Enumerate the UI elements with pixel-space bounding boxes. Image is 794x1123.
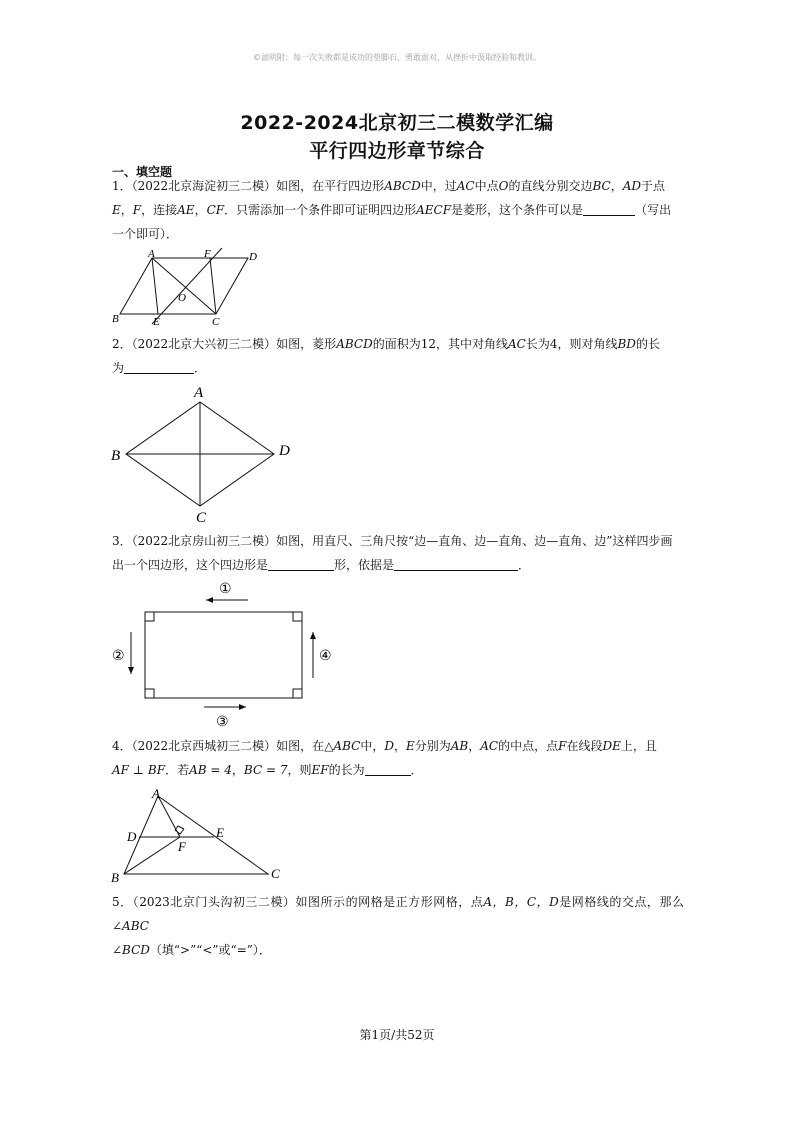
figure-rectangle-steps	[108, 578, 348, 730]
question-1-line-1: 1．（2022北京海淀初三二模）如图，在平行四边形ABCD中，过AC中点O的直线分别交边BC，AD于点	[112, 179, 666, 193]
step-3-label: ③	[216, 715, 229, 730]
label-F: F	[204, 248, 211, 260]
label-C: C	[271, 866, 280, 881]
answer-blank[interactable]	[365, 761, 411, 776]
answer-blank[interactable]	[124, 359, 194, 374]
question-5-line-2: ∠BCD（填“>”“<”或“=”）．	[112, 943, 271, 957]
label-O: O	[178, 292, 186, 304]
question-2-line-1: 2．（2022北京大兴初三二模）如图，菱形ABCD的面积为12，其中对角线AC长为4，则对角线BD的长	[112, 337, 660, 351]
question-3	[112, 529, 684, 577]
label-F: F	[178, 839, 186, 854]
question-2-line-2: 为 ．	[112, 361, 207, 375]
label-B: B	[112, 313, 119, 325]
label-D: D	[127, 829, 137, 844]
answer-blank[interactable]	[268, 556, 334, 571]
label-A: A	[148, 248, 155, 260]
step-1-label: ①	[219, 582, 232, 597]
label-D: D	[279, 443, 290, 459]
question-3-line-2: 出一个四边形，这个四边形是 形，依据是 ．	[112, 558, 531, 572]
question-2	[112, 332, 684, 380]
figure-triangle	[108, 784, 288, 888]
page-subtitle: 平行四边形章节综合	[309, 140, 485, 162]
label-B: B	[111, 448, 121, 464]
label-B: B	[111, 870, 119, 885]
question-1-line-3: 一个即可）．	[112, 227, 179, 241]
question-5	[112, 890, 684, 962]
question-5-line-1: 5．（2023北京门头沟初三二模）如图所示的网格是正方形网格，点A，B，C，D是网格线的交点，那么∠ABC	[112, 895, 684, 933]
question-4-line-2: AF ⊥ BF．若AB = 4，BC = 7，则EF的长为 ．	[112, 763, 423, 777]
label-D: D	[249, 251, 257, 263]
answer-blank[interactable]	[583, 201, 635, 216]
question-4	[112, 734, 684, 782]
question-4-line-1: 4．（2022北京西城初三二模）如图，在△ABC中，D，E分别为AB，AC的中点，点F在线段DE上，且	[112, 739, 657, 753]
label-C: C	[212, 316, 220, 328]
label-A: A	[152, 786, 160, 801]
page-footer: 第1页/共52页	[359, 1028, 435, 1042]
label-E: E	[153, 316, 160, 328]
figure-rhombus	[104, 380, 304, 526]
question-1	[112, 174, 684, 246]
step-2-label: ②	[112, 649, 125, 664]
question-3-line-1: 3．（2022北京房山初三二模）如图，用直尺、三角尺按“边—直角、边—直角、边—直角、边”这样四步画	[112, 534, 673, 548]
question-1-line-2: E，F，连接AE，CF．只需添加一个条件即可证明四边形AECF是菱形，这个条件可以是 （写出	[112, 203, 672, 217]
step-4-label: ④	[319, 649, 332, 664]
page-title: 2022-2024北京初三二模数学汇编	[240, 112, 554, 134]
section-heading: 一、填空题	[112, 165, 173, 179]
answer-blank[interactable]	[394, 556, 518, 571]
watermark: ©滤明附：每一次失败都是成功的垫脚石，勇敢面对，从挫折中汲取经验和教训。	[253, 53, 541, 62]
label-A: A	[194, 385, 204, 401]
label-E: E	[216, 825, 224, 840]
label-C: C	[196, 510, 207, 526]
figure-parallelogram	[108, 246, 268, 330]
